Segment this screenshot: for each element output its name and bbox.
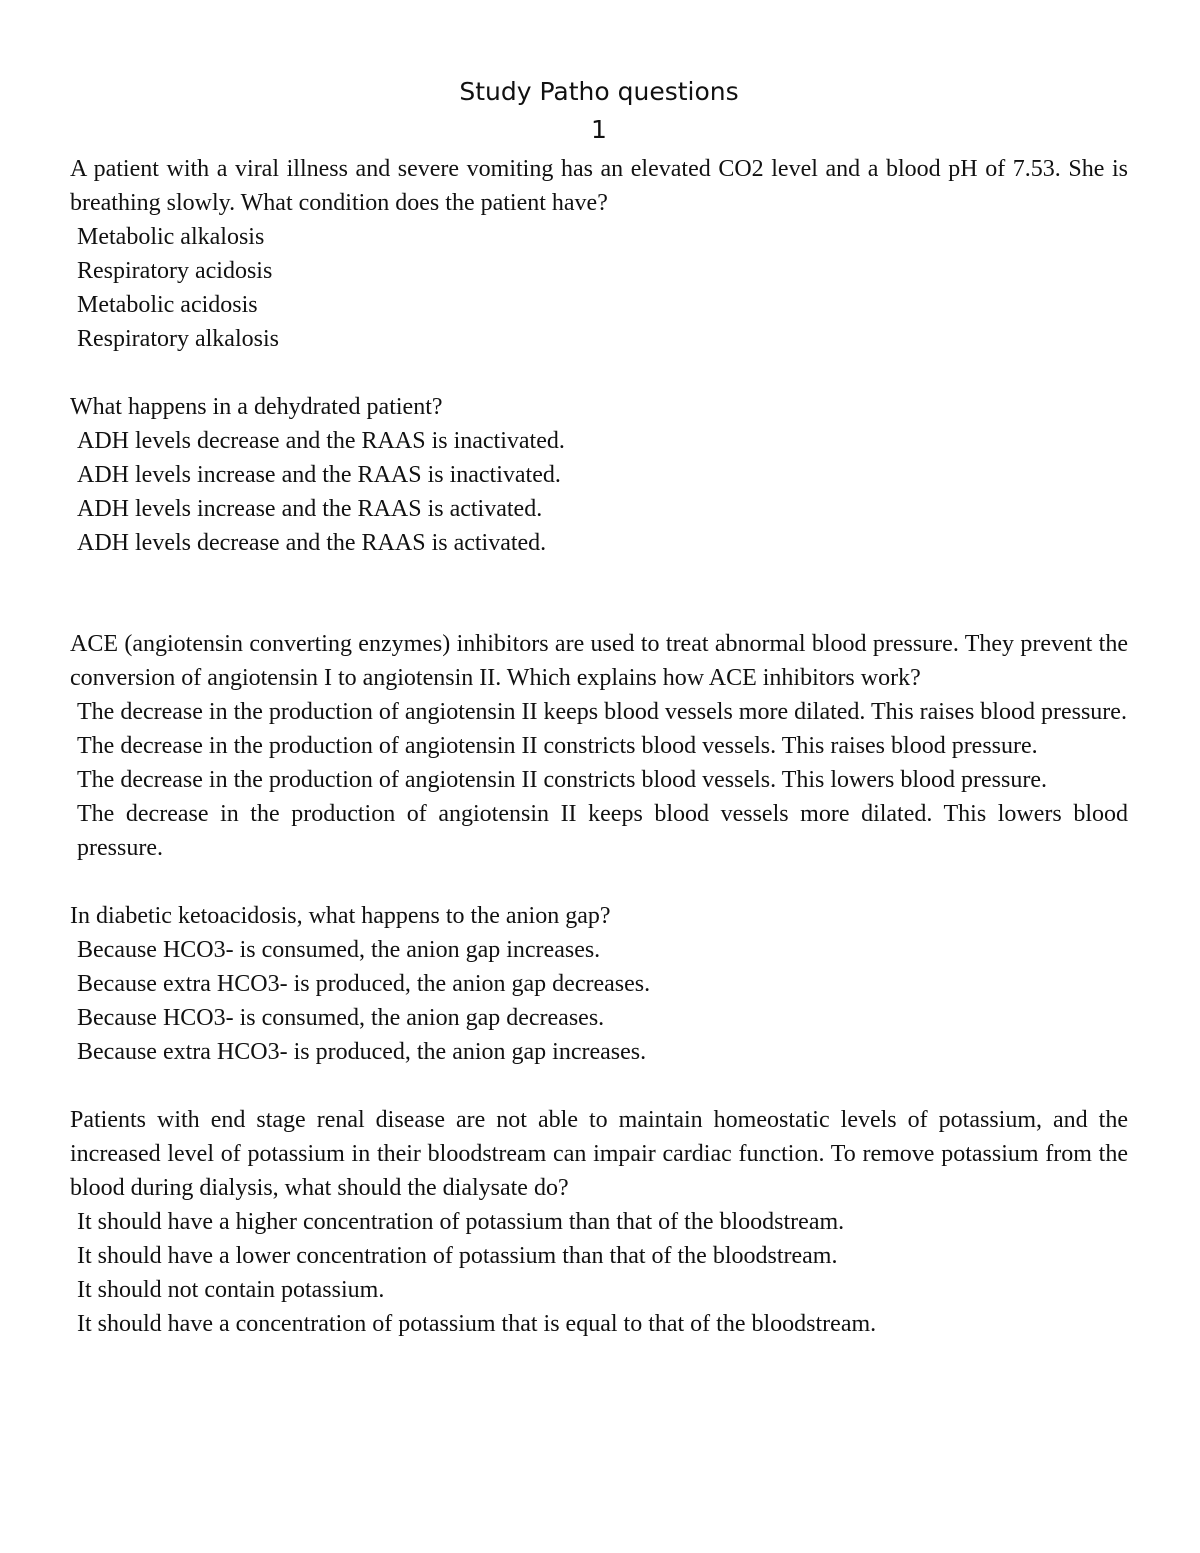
answer-option: The decrease in the production of angiotensin II keeps blood vessels more dilated. This lowers blood pressure. xyxy=(77,801,1128,861)
spacer xyxy=(70,356,1128,390)
answer-option: Because extra HCO3- is produced, the anion gap increases. xyxy=(77,1039,647,1065)
question-text: What happens in a dehydrated patient? xyxy=(70,394,443,420)
answer-option: Because HCO3- is consumed, the anion gap increases. xyxy=(77,937,601,963)
answer-option: It should not contain potassium. xyxy=(77,1277,385,1303)
question-text: Patients with end stage renal disease are not able to maintain homeostatic levels of potassium, and the increased level of potassium in their bloodstream can impair cardiac function. To remove potassium from the blood during dialysis, what should the dialysate do? xyxy=(70,1107,1128,1201)
answer-option: Metabolic acidosis xyxy=(77,292,258,318)
answer-options xyxy=(70,220,1128,356)
question-text: In diabetic ketoacidosis, what happens to the anion gap? xyxy=(70,903,611,929)
answer-options xyxy=(70,424,1128,560)
answer-option: It should have a lower concentration of potassium than that of the bloodstream. xyxy=(77,1243,838,1269)
answer-options xyxy=(70,933,1128,1069)
answer-option: Because extra HCO3- is produced, the anion gap decreases. xyxy=(77,971,651,997)
answer-option: The decrease in the production of angiotensin II constricts blood vessels. This raises blood pressure. xyxy=(77,733,1038,759)
answer-option: ADH levels decrease and the RAAS is activated. xyxy=(77,530,547,556)
question-block xyxy=(70,1103,1128,1341)
question-text: ACE (angiotensin converting enzymes) inhibitors are used to treat abnormal blood pressure. They prevent the conversion of angiotensin I to angiotensin II. Which explains how ACE inhibitors work? xyxy=(70,631,1128,691)
question-block xyxy=(70,899,1128,1069)
answer-option: ADH levels increase and the RAAS is inactivated. xyxy=(77,462,561,488)
question-block xyxy=(70,152,1128,356)
question-block xyxy=(70,390,1128,560)
spacer xyxy=(70,1069,1128,1103)
document-title: Study Patho questions xyxy=(459,77,739,106)
answer-option: Respiratory acidosis xyxy=(77,258,273,284)
answer-option: The decrease in the production of angiotensin II constricts blood vessels. This lowers blood pressure. xyxy=(77,767,1047,793)
answer-option: ADH levels increase and the RAAS is activated. xyxy=(77,496,543,522)
answer-option: The decrease in the production of angiotensin II keeps blood vessels more dilated. This raises blood pressure. xyxy=(77,699,1127,725)
answer-options xyxy=(70,695,1128,865)
page-number: 1 xyxy=(591,115,607,144)
spacer xyxy=(70,560,1128,627)
answer-options xyxy=(70,1205,1128,1341)
question-text: A patient with a viral illness and severe vomiting has an elevated CO2 level and a blood pH of 7.53. She is breathing slowly. What condition does the patient have? xyxy=(70,156,1128,216)
question-block xyxy=(70,627,1128,865)
spacer xyxy=(70,865,1128,899)
answer-option: Because HCO3- is consumed, the anion gap decreases. xyxy=(77,1005,605,1031)
answer-option: Respiratory alkalosis xyxy=(77,326,279,352)
answer-option: ADH levels decrease and the RAAS is inactivated. xyxy=(77,428,565,454)
answer-option: Metabolic alkalosis xyxy=(77,224,265,250)
answer-option: It should have a higher concentration of potassium than that of the bloodstream. xyxy=(77,1209,845,1235)
answer-option: It should have a concentration of potassium that is equal to that of the bloodstream. xyxy=(77,1311,877,1337)
